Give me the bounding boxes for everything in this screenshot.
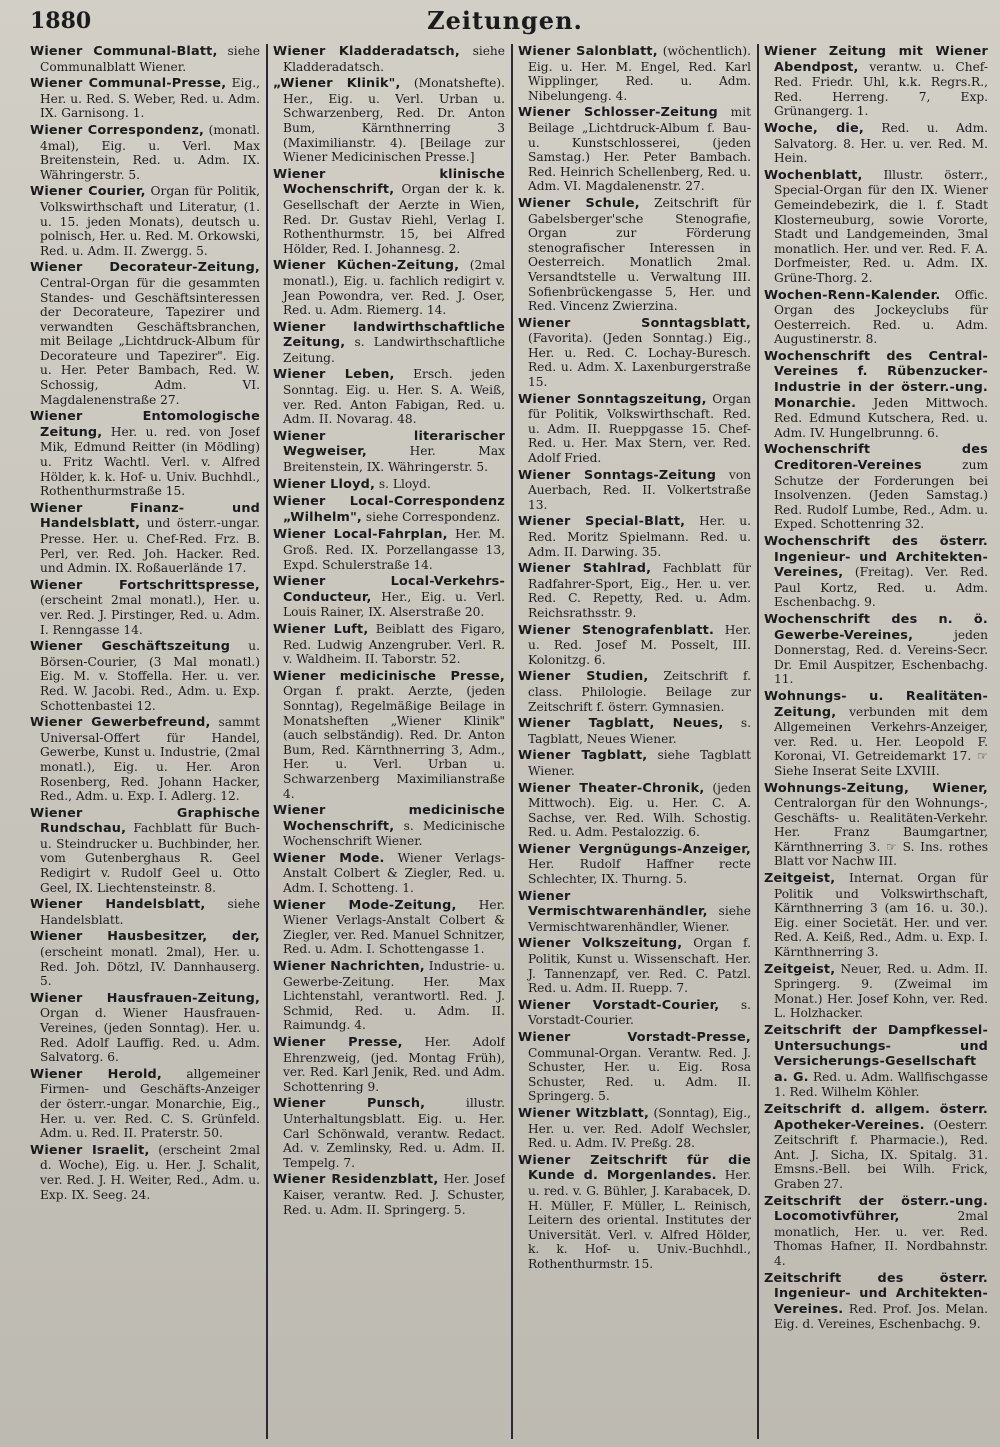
entry-heading: Wiener Vergnügungs-Anzeiger, [518,841,751,857]
entry-heading: Wiener Sonntagszeitung, [518,391,707,407]
entry-text: Centralorgan für den Wohnungs-, Geschäfts- u. Realitäten-Verkehr. Her. Franz Baumgartner, Kärnthnerring 3. ☞ S. Ins. rothes Blatt vor Nachw III. [774,796,988,869]
entry-heading: Wiener Special-Blatt, [518,514,686,530]
entry-heading: Wiener Local-Verkehrs-Conducteur, [273,574,505,605]
entry-text: Internat. Organ für Politik und Volkswirthschaft, Kärnthnerring 3 (am 16. u. 30.). Eig. einer Societät. Her. und ver. Red. A. Keiß, Red., Adm. u. Exp. I. Kärnthnerring 3. [774,871,988,960]
directory-entry [518,842,751,887]
entry-text: (jeden Mittwoch). Eig. u. Her. C. A. Sachse, ver. Red. Wilh. Schostig. Red. u. Adm. Pestalozzig. 6. [528,780,751,840]
directory-entry [273,367,505,426]
entry-heading: Wiener Hausbesitzer, der, [30,929,260,945]
entry-heading: Wiener Salonblatt, [518,44,658,59]
directory-entry [273,622,505,667]
entry-heading: Wiener Geschäftszeitung [30,639,231,655]
entry-text: siehe Correspondenz. [362,509,501,524]
entry-text: Her., Eig. u. Verl. Louis Rainer, IX. Alserstraße 20. [283,589,505,620]
directory-entry [30,897,260,927]
entry-text: Wiener Verlags-Anstalt Colbert & Ziegler, Red. u. Adm. I. Schotteng. 1. [283,850,505,896]
entry-text: Fachblatt für Radfahrer-Sport, Eig., Her. u. ver. Red. C. Repetty, Red. u. Adm. Reichsrathsstr. 9. [528,561,751,620]
entry-text: (Sonntag), Eig., Her. u. ver. Red. Adolf Wechsler, Red. u. Adm. IV. Preßg. 28. [528,1105,751,1151]
directory-entry [273,803,505,849]
entry-heading: „Wiener Klinik", [273,76,401,92]
entry-heading: Wiener literarischer Wegweiser, [273,428,505,460]
directory-entry [30,1067,260,1141]
entry-heading: Wochenschrift des Central-Vereines f. Rübenzucker-Industrie in der österr.-ung. Monarchie. [764,348,988,411]
entry-text: Fachblatt für Buch- u. Steindrucker u. Buchbinder, her. vom Gutenberghaus R. Geel Redigirt v. Rudolf Geel u. Otto Geel, IX. Liechtensteinstr. 8. [40,821,260,895]
entry-heading: Wiener Vermischtwarenhändler, [518,888,708,920]
entry-text: Her. M. Groß. Red. IX. Porzellangasse 13, Expd. Schulerstraße 14. [283,527,505,572]
directory-entry [764,1023,988,1100]
directory-entry [30,715,260,804]
directory-entry [273,429,505,475]
entry-text: Communal-Organ. Verantw. Red. J. Schuster, Her. u. Eig. Rosa Schuster, Red. u. Adm. II. Springerg. 5. [528,1045,751,1104]
directory-entry [30,929,260,988]
entry-text: Neuer, Red. u. Adm. II. Springerg. 9. (Zweimal im Monat.) Her. Josef Kohn, ver. Red. L. Holzhacker. [774,961,988,1021]
entry-heading: Zeitgeist, [764,961,836,977]
entry-heading: Wiener Stenografenblatt. [518,622,715,638]
directory-entry [30,639,260,713]
column-divider [511,44,513,1439]
directory-entry [273,574,505,620]
column-1 [30,44,260,1439]
entry-heading: Wiener Communal-Blatt, [30,44,218,59]
directory-entry [273,477,505,493]
entry-text: verantw. u. Chef-Red. Friedr. Uhl, k.k. Regrs.R., Red. Herreng. 7, Exp. Grünangerg. 1. [774,59,988,119]
directory-entry [518,889,751,935]
entry-heading: Zeitschrift des österr. Ingenieur- und Architekten-Vereines. [764,1270,988,1317]
entry-text: (wöchentlich). Eig. u. Her. M. Engel, Red. Karl Wipplinger, Red. u. Adm. Nibelungeng. 4. [528,44,751,103]
entry-text: Zeitschrift f. class. Philologie. Beilage zur Zeitschrift f. österr. Gymnasien. [528,669,751,714]
entry-heading: Wochenschrift des österr. Ingenieur- und Architekten-Vereines, [764,534,988,581]
directory-entry [30,123,260,182]
directory-entry [518,44,751,103]
entry-text: Organ für Politik, Volkswirthschaft. Red. u. Adm. II. Rueppgasse 15. Chef-Red. u. Her. Max Stern, ver. Red. Adolf Fried. [528,391,751,466]
entry-text: 2mal monatlich, Her. u. ver. Red. Thomas Hafner, II. Nordbahnstr. 4. [774,1209,988,1268]
directory-entry [30,76,260,121]
entry-heading: Wiener Zeitschrift für die Kunde d. Morgenlandes. [518,1152,751,1184]
entry-text: und österr.-ungar. Presse. Her. u. Chef-Red. Frz. B. Perl, ver. Red. Joh. Hacker. Red. und Admin. IX. Roßauerlände 17. [40,516,260,576]
directory-entry [518,561,751,620]
entry-text: Organ f. prakt. Aerzte, (jeden Sonntag), Regelmäßige Beilage in Monatsheften „Wiener Klinik" (auch selbständig). Red. Dr. Anton Bum, Red. Kärnthnerring 3, Adm., Her. u. Verl. Urban u. Schwarzenberg Maximilianstraße 4. [283,684,505,801]
entry-text: Jeden Mittwoch. Red. Edmund Kutschera, Red. u. Adm. IV. Hungelbrunng. 6. [774,395,988,440]
entry-text: Organ d. Wiener Hausfrauen-Vereines, (jeden Sonntag). Her. u. Red. Adolf Lauffig. Red. u. Adm. Salvatorg. 6. [40,1006,260,1065]
entry-heading: Wochenblatt, [764,167,863,183]
entry-heading: Wiener Mode-Zeitung, [273,897,457,913]
entry-text: sammt Universal-Offert für Handel, Gewerbe, Kunst u. Industrie, (2mal monatl.), Eig. u. Her. Aron Rosenberg, Red. Johann Hacker, Red., Adm. u. Exp. I. Adlerg. 12. [40,715,260,804]
entry-heading: Wiener Handelsblatt, [30,897,206,913]
entry-text: Ersch. jeden Sonntag. Eig. u. Her. S. A. Weiß, ver. Red. Anton Fabigan, Red. u. Adm. II. Novarag. 48. [283,367,505,427]
directory-entry [273,527,505,572]
entry-text: verbunden mit dem Allgemeinen Verkehrs-Anzeiger, ver. Red. u. Her. Leopold F. Koronai, VI. Getreidemarkt 17. ☞ Siehe Inserat Seite LXVIII. [774,704,988,778]
directory-entry [518,936,751,995]
entry-heading: Wiener Local-Fahrplan, [273,527,448,543]
entry-heading: Wiener Sonntags-Zeitung [518,467,717,483]
entry-text: illustr. Unterhaltungsblatt. Eig. u. Her. Carl Schönwald, verantw. Redact. Ad. v. Zemlinsky, Red. u. Adm. II. Tempelg. 7. [283,1096,505,1170]
entry-heading: Wochenschrift des Creditoren-Vereines [764,442,988,474]
entry-text: Her. u. red. v. G. Bühler, J. Karabacek, D. H. Müller, F. Müller, L. Reinisch, Leitern des oriental. Institutes der Universität. Verl. v. Alfred Hölder, k. k. Hof- u. Univ.-Buchhdl., Rothenthurmstr. 15. [528,1168,751,1271]
entry-text: (Monatshefte). Her., Eig. u. Verl. Urban u. Schwarzenberg, Red. Dr. Anton Bum, Kärnthnerring 3 (Maximilianstr. 4). [Beilage zur Wiener Medicinischen Presse.] [283,76,505,165]
directory-entry [518,1030,751,1104]
column-divider [266,44,268,1439]
entry-text: Organ für Politik, Volkswirthschaft und Literatur, (1. u. 15. jeden Monats), deutsch u. polnisch, Her. u. Red. M. Orkowski, Red. u. Adm. II. Zwergg. 5. [40,184,260,258]
entry-text: s. Medicinische Wochenschrift Wiener. [283,818,505,849]
directory-entry [764,871,988,960]
directory-entry [518,781,751,840]
entry-heading: Wiener Tagblatt, [518,748,648,764]
directory-entry [273,1096,505,1170]
entry-text: s. Lloyd. [375,476,431,491]
directory-entry [518,669,751,714]
directory-entry [30,1143,260,1202]
entry-text: Her. u. Red. Josef M. Posselt, III. Kolonitzg. 6. [528,622,751,667]
directory-entry [273,320,505,366]
entry-text: Zeitschrift für Gabelsberger'sche Stenografie, Organ zur Förderung stenografischer Interessen in Oesterreich. Monatlich 2mal. Versandtstelle u. Verwaltung III. Sofienbrückengasse 5, Her. und Red. Vincenz Zwierzina. [528,195,751,314]
entry-text: Central-Organ für die gesammten Standes- und Geschäftsinteressen der Decorateure, Tapezirer und verwandten Geschäftsbranchen, mit Beilage „Lichtdruck-Album für Decorateure und Tapezirer". Eig. u. Her. Peter Bambach, Red. W. Schossig, Adm. VI. Magdalenenstraße 27. [40,275,260,407]
entry-heading: Wiener Witzblatt, [518,1105,650,1121]
entry-text: s. Tagblatt, Neues Wiener. [528,716,751,746]
entry-heading: Wohnungs-Zeitung, Wiener, [764,780,988,796]
directory-entry [30,578,260,637]
entry-text: von Auerbach, Red. II. Volkertstraße 13. [528,467,751,512]
entry-text: Her. Adolf Ehrenzweig, (jed. Montag Früh), ver. Red. Karl Jenik, Red. und Adm. Schottenring 9. [283,1035,505,1094]
directory-entry [764,1102,988,1192]
directory-entry [273,258,505,317]
entry-heading: Woche, die, [764,120,864,136]
entry-heading: Zeitschrift der österr.-ung. Locomotivführer, [764,1193,988,1225]
entry-text: Offic. Organ des Jockeyclubs für Oesterreich. Red. u. Adm. Augustinerstr. 8. [774,287,988,347]
entry-text: allgemeiner Firmen- und Geschäfts-Anzeiger der österr.-ungar. Monarchie, Eig., Her. u. ver. Red. C. S. Grünfeld. Adm. u. Red. II. Praterstr. 50. [40,1066,260,1141]
entry-heading: Wiener Zeitung mit Wiener Abendpost, [764,44,988,75]
directory-entry [30,184,260,258]
entry-heading: Wiener Graphische Rundschau, [30,805,260,837]
entry-heading: Wiener Israelit, [30,1142,150,1158]
entry-heading: Wiener Schlosser-Zeitung [518,105,718,121]
entry-heading: Wiener Nachrichten, [273,959,425,975]
entry-heading: Wiener Leben, [273,367,395,383]
entry-heading: Wiener Courier, [30,184,146,200]
directory-entry [30,44,260,74]
entry-text: siehe Kladderadatsch. [283,44,505,74]
entry-text: (Freitag). Ver. Red. Paul Kortz, Red. u. Adm. Eschenbachg. 9. [774,565,988,610]
directory-entry [273,494,505,525]
directory-entry [273,898,505,957]
directory-entry [518,468,751,513]
running-title: Zeitungen. [427,6,583,35]
entry-heading: Wiener Studien, [518,669,649,685]
directory-entry [518,748,751,778]
entry-text: jeden Donnerstag, Red. d. Vereins-Secr. Dr. Emil Auspitzer, Eschenbachg. 11. [774,627,988,687]
directory-entry [518,623,751,668]
entry-heading: Wiener Vorstadt-Presse, [518,1030,751,1045]
entry-text: siehe Handelsblatt. [40,897,260,927]
entry-heading: Wiener Gewerbefreund, [30,715,211,731]
directory-entry [273,1035,505,1094]
entry-text: (erscheint 2mal monatl.), Her. u. ver. Red. J. Pirstinger, Red. u. Adm. I. Renngasse 14. [40,593,260,637]
directory-entry [764,44,988,119]
entry-heading: Wiener Hausfrauen-Zeitung, [30,990,260,1006]
directory-entry [518,196,751,314]
directory-entry [30,260,260,407]
entry-heading: Wiener Schule, [518,195,640,211]
directory-entry [30,991,260,1065]
entry-text: Her. u. red. von Josef Mik, Edmund Reitter (in Mödling) u. Fritz Wachtl. Verl. v. Alfred Hölder, k. k. Hof- u. Univ. Buchhdl., Rothenthurmstraße 15. [40,424,260,499]
entry-text: siehe Tagblatt Wiener. [528,748,751,778]
entry-text: Organ f. Politik, Kunst u. Wissenschaft. Her. J. Tannenzapf, ver. Red. C. Patzl. Red. u. Adm. II. Ruepp. 7. [528,936,751,996]
entry-text: (Oesterr. Zeitschrift f. Pharmacie.), Red. Ant. J. Sicha, IX. Spitalg. 31. Emsns.-Bell. bei Wilh. Frick, Graben 27. [774,1117,988,1191]
directory-entry [518,514,751,559]
entry-text: Illustr. österr., Special-Organ für den IX. Wiener Gemeindebezirk, die l. f. Stadt Klosterneuburg, sowie Vororte, Stadt und Landgemeinden, 3mal monatlich. Her. und ver. Red. F. A. Dorfmeister, Red. u. Adm. IX. Grüne-Thorg. 2. [774,167,988,285]
entry-text: Her. Wiener Verlags-Anstalt Colbert & Ziegler, ver. Red. Manuel Schnitzer, Red. u. Adm. I. Schottengasse 1. [283,897,505,957]
entry-heading: Zeitschrift d. allgem. österr. Apotheker-Vereines. [764,1101,988,1133]
entry-text: Industrie- u. Gewerbe-Zeitung. Her. Max Lichtenstahl, verantwortl. Red. J. Schmid, Red. u. Adm. II. Raimundg. 4. [283,959,505,1033]
directory-entry [764,781,988,870]
entry-heading: Wiener Fortschrittspresse, [30,577,260,593]
entry-text: Organ der k. k. Gesellschaft der Aerzte in Wien, Red. Dr. Gustav Riehl, Verlag I. Rothenthurmstr. 15, bei Alfred Hölder, Red. I. Johannesg. 2. [283,182,505,256]
entry-text: Red. u. Adm. Salvatorg. 8. Her. u. ver. Red. M. Hein. [774,120,988,166]
entry-text: Red. u. Adm. Wallfischgasse 1. Red. Wilhelm Köhler. [774,1069,988,1100]
entry-heading: Zeitschrift der Dampfkessel-Untersuchungs- und Versicherungs-Gesellschaft a. G. [764,1023,988,1085]
directory-entry [764,689,988,779]
directory-entry [518,1153,751,1272]
entry-text: Beiblatt des Figaro, Red. Ludwig Anzengruber. Verl. R. v. Waldheim. II. Taborstr. 52. [283,621,505,667]
directory-entry [518,105,751,194]
page-header [30,6,980,40]
entry-heading: Wiener Decorateur-Zeitung, [30,260,260,276]
column-2 [273,44,505,1439]
column-3 [518,44,751,1439]
directory-entry [764,612,988,687]
directory-entry [273,44,505,74]
directory-entry [273,851,505,896]
entry-heading: Wiener Communal-Presse, [30,76,227,92]
entry-heading: Wiener Küchen-Zeitung, [273,258,460,274]
entry-heading: Wiener Lloyd, [273,476,376,492]
entry-heading: Wiener Punsch, [273,1096,426,1112]
directory-entry [30,501,260,576]
directory-entry [764,534,988,610]
entry-heading: Wiener Finanz- und Handelsblatt, [30,500,260,532]
entry-text: Eig., Her. u. Red. S. Weber, Red. u. Adm. IX. Garnisong. 1. [40,76,260,121]
entry-heading: Wochen-Renn-Kalender. [764,287,941,303]
entry-heading: Wiener Luft, [273,621,369,637]
entry-heading: Wiener Kladderadatsch, [273,44,460,59]
entry-columns [30,44,988,1439]
directory-entry [764,168,988,286]
directory-entry [764,288,988,347]
entry-heading: Wiener Mode. [273,850,385,866]
entry-text: Her. Rudolf Haffner recte Schlechter, IX. Thurng. 5. [528,857,751,887]
directory-entry [273,76,505,165]
entry-text: zum Schutze der Forderungen bei Insolvenzen. (Jeden Samstag.) Red. Rudolf Lumbe, Red., Adm. u. Exped. Schottenring 32. [774,458,988,532]
directory-entry [273,167,505,257]
entry-text: u. Börsen-Courier, (3 Mal monatl.) Eig. M. v. Stoffella. Her. u. ver. Red. W. Jacobi. Red., Adm. u. Exp. Schottenbastei 12. [40,639,260,713]
entry-heading: Wohnungs- u. Realitäten-Zeitung, [764,688,988,720]
entry-heading: Wochenschrift des n. ö. Gewerbe-Vereines, [764,611,988,643]
entry-heading: Wiener landwirthschaftliche Zeitung, [273,319,505,351]
directory-entry [764,349,988,441]
entry-heading: Wiener Presse, [273,1035,403,1050]
entry-text: Red. Prof. Jos. Melan. Eig. d. Vereines, Eschenbachg. 9. [774,1301,988,1332]
entry-heading: Wiener Tagblatt, Neues, [518,716,724,732]
directory-entry [518,716,751,746]
directory-entry [273,959,505,1033]
entry-text: mit Beilage „Lichtdruck-Album f. Bau- u. Kunstschlosserei, (jeden Samstag.) Her. Peter Bambach. Red. Heinrich Schellenberg, Red. u. Adm. VI. Magdalenenstr. 27. [528,105,751,194]
entry-heading: Wiener Herold, [30,1066,162,1082]
directory-entry [764,962,988,1021]
page-number: 1880 [30,8,92,34]
directory-entry [273,1172,505,1217]
entry-text: (Favorita). (Jeden Sonntag.) Eig., Her. u. Red. C. Lochay-Buresch. Red. u. Adm. X. Laxenburgerstraße 15. [528,331,751,390]
column-divider [757,44,759,1439]
directory-entry [518,316,751,390]
directory-entry [518,392,751,466]
entry-heading: Wiener Correspondenz, [30,122,205,138]
entry-heading: Wiener medicinische Wochenschrift, [273,803,505,834]
entry-text: Her. u. Red. Moritz Spielmann. Red. u. Adm. II. Darwing. 35. [528,514,751,559]
entry-text: s. Landwirthschaftliche Zeitung. [283,335,505,365]
entry-text: Her. Josef Kaiser, verantw. Red. J. Schuster, Red. u. Adm. II. Springerg. 5. [283,1172,505,1217]
directory-entry [764,1271,988,1332]
entry-text: (monatl. 4mal), Eig. u. Verl. Max Breitenstein, Red. u. Adm. IX. Währingerstr. 5. [40,122,260,182]
entry-heading: Wiener Residenzblatt, [273,1172,439,1188]
entry-text: (erscheint 2mal d. Woche), Eig. u. Her. J. Schalit, ver. Red. J. H. Weiter, Red., Adm. u. Exp. IX. Seeg. 24. [40,1142,260,1202]
entry-heading: Wiener Volkszeitung, [518,936,683,952]
directory-entry [30,806,260,896]
directory-entry [764,121,988,166]
entry-heading: Wiener Sonntagsblatt, [518,315,751,331]
entry-heading: Wiener klinische Wochenschrift, [273,166,505,198]
directory-entry [273,669,505,801]
entry-heading: Wiener Local-Correspondenz „Wilhelm", [273,494,505,525]
directory-entry [518,1106,751,1151]
entry-text: (2mal monatl.), Eig. u. fachlich redigirt v. Jean Powondra, ver. Red. J. Oser, Red. u. Adm. Riemerg. 14. [283,258,505,318]
entry-text: s. Vorstadt-Courier. [528,997,751,1028]
entry-text: Her. Max Breitenstein, IX. Währingerstr. 5. [283,444,505,475]
entry-heading: Wiener Theater-Chronik, [518,780,705,796]
entry-heading: Wiener Entomologische Zeitung, [30,409,260,440]
directory-entry [518,998,751,1028]
entry-heading: Wiener Vorstadt-Courier, [518,997,720,1013]
entry-text: siehe Vermischtwarenhändler, Wiener. [528,904,751,934]
directory-entry [764,442,988,532]
entry-heading: Zeitgeist, [764,871,836,887]
entry-text: siehe Communalblatt Wiener. [40,44,260,74]
directory-entry [30,409,260,499]
entry-heading: Wiener medicinische Presse, [273,668,505,684]
entry-heading: Wiener Stahlrad, [518,561,652,577]
entry-text: (erscheint monatl. 2mal), Her. u. Red. Joh. Dötzl, IV. Dannhauserg. 5. [40,945,260,989]
column-4 [764,44,988,1439]
directory-entry [764,1194,988,1269]
